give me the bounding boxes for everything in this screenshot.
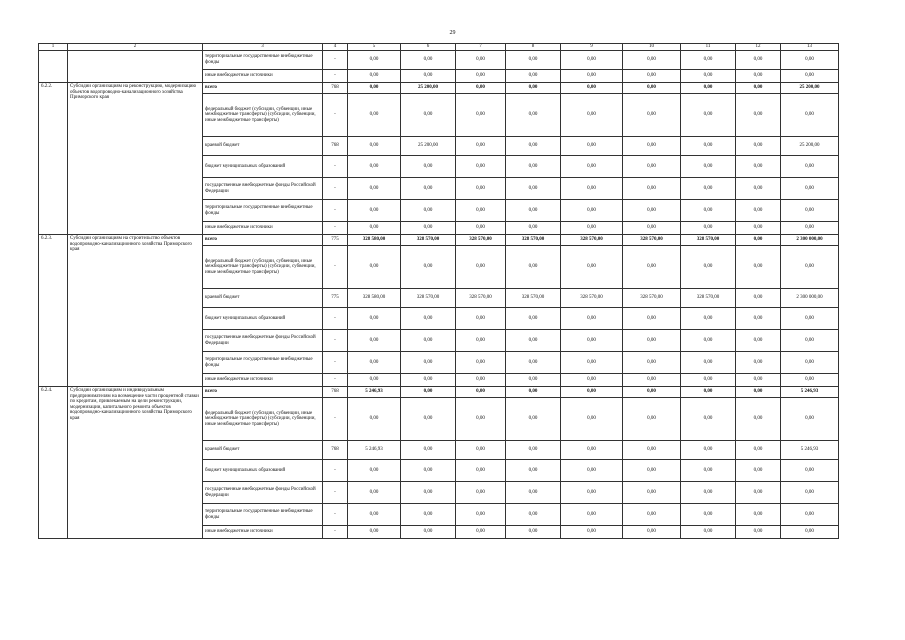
amount-cell: 0,00 (561, 178, 623, 200)
amount-cell: 0,00 (781, 246, 839, 289)
amount-cell: 0,00 (348, 246, 401, 289)
amount-cell: 0,00 (736, 398, 781, 441)
amount-cell: 5 246,93 (348, 441, 401, 460)
amount-cell: 0,00 (681, 70, 736, 83)
amount-cell: 0,00 (736, 526, 781, 539)
amount-cell: 0,00 (348, 156, 401, 178)
amount-cell: 0,00 (781, 482, 839, 504)
funding-source: территориальные государственные внебюджетные фонды (203, 352, 323, 374)
amount-cell: 0,00 (348, 94, 401, 137)
amount-cell: 0,00 (348, 308, 401, 330)
amount-cell: 5 246,93 (781, 387, 839, 398)
amount-cell: 0,00 (506, 330, 561, 352)
amount-cell: 0,00 (736, 460, 781, 482)
amount-cell: 328 570,00 (681, 235, 736, 246)
amount-cell: 0,00 (456, 222, 506, 235)
header-row (39, 44, 839, 51)
amount-cell: 0,00 (736, 504, 781, 526)
amount-cell: 0,00 (456, 70, 506, 83)
amount-cell: 0,00 (623, 222, 681, 235)
amount-cell: 0,00 (456, 308, 506, 330)
amount-cell: 0,00 (401, 94, 456, 137)
amount-cell: 0,00 (681, 504, 736, 526)
amount-cell: 0,00 (736, 235, 781, 246)
amount-cell: 0,00 (781, 308, 839, 330)
amount-cell: 0,00 (681, 83, 736, 94)
amount-cell: 0,00 (736, 222, 781, 235)
amount-cell: 328 570,00 (681, 289, 736, 308)
amount-cell: 0,00 (506, 246, 561, 289)
budget-code: 768 (323, 387, 348, 398)
amount-cell: 0,00 (781, 374, 839, 387)
item-number (39, 51, 68, 83)
amount-cell: 0,00 (681, 308, 736, 330)
amount-cell: 0,00 (401, 482, 456, 504)
amount-cell: 0,00 (506, 94, 561, 137)
budget-code: 775 (323, 235, 348, 246)
amount-cell: 0,00 (561, 246, 623, 289)
amount-cell: 0,00 (506, 504, 561, 526)
amount-cell: 0,00 (401, 460, 456, 482)
amount-cell: 0,00 (401, 200, 456, 222)
amount-cell: 328 570,00 (561, 289, 623, 308)
amount-cell: 0,00 (506, 51, 561, 70)
amount-cell: 0,00 (681, 137, 736, 156)
amount-cell: 0,00 (401, 441, 456, 460)
amount-cell: 0,00 (781, 51, 839, 70)
table-body (39, 44, 839, 539)
item-number: 6.2.4. (39, 387, 68, 539)
amount-cell: 0,00 (401, 352, 456, 374)
amount-cell: 0,00 (561, 308, 623, 330)
amount-cell: 0,00 (681, 460, 736, 482)
amount-cell: 0,00 (681, 156, 736, 178)
amount-cell: 0,00 (561, 460, 623, 482)
amount-cell: 0,00 (781, 70, 839, 83)
amount-cell: 0,00 (456, 246, 506, 289)
amount-cell: 0,00 (456, 330, 506, 352)
amount-cell: 0,00 (348, 137, 401, 156)
amount-cell: 0,00 (456, 94, 506, 137)
amount-cell: 0,00 (506, 352, 561, 374)
amount-cell: 0,00 (506, 156, 561, 178)
amount-cell: 0,00 (736, 387, 781, 398)
amount-cell: 0,00 (561, 137, 623, 156)
amount-cell: 0,00 (736, 246, 781, 289)
col-header-1: 1 (39, 44, 68, 51)
amount-cell: 0,00 (623, 352, 681, 374)
amount-cell: 0,00 (681, 94, 736, 137)
item-number: 6.2.3. (39, 235, 68, 387)
amount-cell: 0,00 (781, 504, 839, 526)
col-header-13: 13 (781, 44, 839, 51)
budget-code: - (323, 178, 348, 200)
amount-cell: 0,00 (681, 441, 736, 460)
amount-cell: 0,00 (561, 398, 623, 441)
amount-cell: 0,00 (736, 94, 781, 137)
amount-cell: 0,00 (348, 200, 401, 222)
amount-cell: 0,00 (456, 504, 506, 526)
amount-cell: 0,00 (456, 398, 506, 441)
funding-source: иные внебюджетные источники (203, 222, 323, 235)
budget-code: - (323, 246, 348, 289)
col-header-12: 12 (736, 44, 781, 51)
amount-cell: 328 570,00 (623, 289, 681, 308)
amount-cell: 0,00 (781, 222, 839, 235)
amount-cell: 0,00 (401, 504, 456, 526)
funding-source: бюджет муниципальных образований (203, 460, 323, 482)
budget-code: - (323, 460, 348, 482)
amount-cell: 0,00 (623, 246, 681, 289)
amount-cell: 0,00 (506, 387, 561, 398)
amount-cell: 328 570,00 (623, 235, 681, 246)
funding-source: всего (203, 387, 323, 398)
amount-cell: 0,00 (561, 374, 623, 387)
amount-cell: 0,00 (506, 308, 561, 330)
amount-cell: 0,00 (456, 460, 506, 482)
funding-source: краевой бюджет (203, 137, 323, 156)
amount-cell: 0,00 (456, 374, 506, 387)
amount-cell: 0,00 (623, 94, 681, 137)
amount-cell: 0,00 (456, 51, 506, 70)
amount-cell: 0,00 (456, 156, 506, 178)
amount-cell: 0,00 (506, 460, 561, 482)
amount-cell: 2 300 000,00 (781, 235, 839, 246)
amount-cell: 0,00 (623, 70, 681, 83)
amount-cell: 0,00 (781, 330, 839, 352)
amount-cell: 0,00 (456, 526, 506, 539)
amount-cell: 0,00 (561, 482, 623, 504)
amount-cell: 0,00 (506, 482, 561, 504)
amount-cell: 328 570,00 (506, 235, 561, 246)
budget-code: 768 (323, 83, 348, 94)
amount-cell: 0,00 (736, 156, 781, 178)
amount-cell: 0,00 (623, 51, 681, 70)
amount-cell: 0,00 (561, 352, 623, 374)
budget-code: - (323, 398, 348, 441)
amount-cell: 0,00 (736, 482, 781, 504)
amount-cell: 0,00 (736, 178, 781, 200)
amount-cell: 0,00 (623, 460, 681, 482)
amount-cell: 328 570,00 (401, 289, 456, 308)
col-header-6: 6 (401, 44, 456, 51)
budget-code: - (323, 330, 348, 352)
amount-cell: 0,00 (561, 387, 623, 398)
amount-cell: 0,00 (736, 51, 781, 70)
amount-cell: 328 580,00 (348, 235, 401, 246)
amount-cell: 0,00 (348, 83, 401, 94)
amount-cell: 0,00 (681, 387, 736, 398)
col-header-11: 11 (681, 44, 736, 51)
amount-cell: 0,00 (348, 70, 401, 83)
budget-code: - (323, 222, 348, 235)
budget-code: - (323, 352, 348, 374)
amount-cell: 0,00 (456, 352, 506, 374)
amount-cell: 0,00 (401, 222, 456, 235)
funding-source: федеральный бюджет (субсидии, субвенции, иные межбюджетные трансферты) (субсидии, субвенции, иные межбюджетные трансферты) (203, 246, 323, 289)
amount-cell: 0,00 (456, 137, 506, 156)
budget-code: - (323, 156, 348, 178)
amount-cell: 0,00 (506, 70, 561, 83)
amount-cell: 0,00 (401, 70, 456, 83)
amount-cell: 0,00 (506, 222, 561, 235)
amount-cell: 5 246,93 (348, 387, 401, 398)
item-number: 6.2.2. (39, 83, 68, 235)
amount-cell: 25 200,00 (781, 137, 839, 156)
amount-cell: 0,00 (623, 137, 681, 156)
budget-code: - (323, 70, 348, 83)
amount-cell: 0,00 (623, 526, 681, 539)
amount-cell: 2 300 000,00 (781, 289, 839, 308)
budget-code: 768 (323, 137, 348, 156)
funding-source: всего (203, 235, 323, 246)
budget-code: - (323, 526, 348, 539)
amount-cell: 0,00 (561, 441, 623, 460)
item-name: Субсидии организациям на строительство объектов водопроводно-канализационного хозяйства Приморского края (68, 235, 203, 387)
amount-cell: 0,00 (736, 352, 781, 374)
amount-cell: 0,00 (681, 330, 736, 352)
amount-cell: 0,00 (781, 178, 839, 200)
amount-cell: 0,00 (681, 51, 736, 70)
amount-cell: 0,00 (623, 398, 681, 441)
amount-cell: 0,00 (456, 441, 506, 460)
amount-cell: 0,00 (781, 460, 839, 482)
amount-cell: 0,00 (348, 374, 401, 387)
amount-cell: 0,00 (681, 374, 736, 387)
amount-cell: 0,00 (348, 482, 401, 504)
funding-source: бюджет муниципальных образований (203, 308, 323, 330)
table-row (39, 387, 839, 398)
table-row (39, 235, 839, 246)
budget-code: 775 (323, 289, 348, 308)
amount-cell: 0,00 (401, 51, 456, 70)
amount-cell: 0,00 (736, 330, 781, 352)
amount-cell: 25 200,00 (781, 83, 839, 94)
amount-cell: 0,00 (401, 330, 456, 352)
amount-cell: 328 570,00 (456, 289, 506, 308)
amount-cell: 0,00 (781, 156, 839, 178)
amount-cell: 0,00 (561, 504, 623, 526)
amount-cell: 0,00 (561, 94, 623, 137)
amount-cell: 0,00 (401, 398, 456, 441)
amount-cell: 0,00 (561, 200, 623, 222)
amount-cell: 0,00 (401, 387, 456, 398)
amount-cell: 0,00 (348, 51, 401, 70)
amount-cell: 0,00 (623, 441, 681, 460)
amount-cell: 0,00 (348, 526, 401, 539)
budget-code: 768 (323, 441, 348, 460)
amount-cell: 328 570,00 (401, 235, 456, 246)
budget-code: - (323, 504, 348, 526)
amount-cell: 0,00 (681, 200, 736, 222)
amount-cell: 0,00 (348, 504, 401, 526)
amount-cell: 0,00 (623, 156, 681, 178)
amount-cell: 0,00 (623, 83, 681, 94)
amount-cell: 0,00 (506, 526, 561, 539)
amount-cell: 0,00 (561, 70, 623, 83)
col-header-10: 10 (623, 44, 681, 51)
amount-cell: 0,00 (561, 156, 623, 178)
amount-cell: 0,00 (506, 398, 561, 441)
amount-cell: 0,00 (736, 83, 781, 94)
amount-cell: 0,00 (736, 137, 781, 156)
funding-source: федеральный бюджет (субсидии, субвенции, иные межбюджетные трансферты) (субсидии, субвенции, иные межбюджетные трансферты) (203, 94, 323, 137)
amount-cell: 0,00 (456, 178, 506, 200)
col-header-2: 2 (68, 44, 203, 51)
table-row (39, 83, 839, 94)
funding-source: территориальные государственные внебюджетные фонды (203, 51, 323, 70)
funding-source: государственные внебюджетные фонды Российской Федерации (203, 482, 323, 504)
amount-cell: 5 246,93 (781, 441, 839, 460)
amount-cell: 0,00 (623, 482, 681, 504)
amount-cell: 0,00 (561, 526, 623, 539)
amount-cell: 0,00 (561, 222, 623, 235)
col-header-7: 7 (456, 44, 506, 51)
amount-cell: 0,00 (681, 482, 736, 504)
funding-source: федеральный бюджет (субсидии, субвенции, иные межбюджетные трансферты) (субсидии, субвенции, иные межбюджетные трансферты) (203, 398, 323, 441)
amount-cell: 0,00 (348, 460, 401, 482)
funding-source: всего (203, 83, 323, 94)
amount-cell: 0,00 (736, 289, 781, 308)
amount-cell: 0,00 (623, 308, 681, 330)
amount-cell: 0,00 (348, 222, 401, 235)
amount-cell: 0,00 (781, 526, 839, 539)
amount-cell: 0,00 (736, 441, 781, 460)
col-header-4: 4 (323, 44, 348, 51)
funding-source: иные внебюджетные источники (203, 526, 323, 539)
amount-cell: 0,00 (401, 526, 456, 539)
amount-cell: 328 570,00 (561, 235, 623, 246)
amount-cell: 0,00 (506, 441, 561, 460)
col-header-3: 3 (203, 44, 323, 51)
funding-source: краевой бюджет (203, 289, 323, 308)
funding-source: бюджет муниципальных образований (203, 156, 323, 178)
budget-code: - (323, 308, 348, 330)
amount-cell: 0,00 (736, 70, 781, 83)
amount-cell: 0,00 (401, 156, 456, 178)
budget-code: - (323, 51, 348, 70)
amount-cell: 0,00 (348, 178, 401, 200)
item-name (68, 51, 203, 83)
item-name: Субсидии организациям и индивидуальным предпринимателям на возмещение части процентной ставки по кредитам, привлекаемым на цели реконструкции, модернизации, капитального ремонта объектов водопроводно-канализационного хозяйства Приморского края (68, 387, 203, 539)
amount-cell: 0,00 (456, 482, 506, 504)
funding-source: иные внебюджетные источники (203, 70, 323, 83)
amount-cell: 0,00 (623, 387, 681, 398)
amount-cell: 0,00 (781, 352, 839, 374)
amount-cell: 0,00 (401, 308, 456, 330)
amount-cell: 0,00 (781, 398, 839, 441)
budget-code: - (323, 200, 348, 222)
funding-source: территориальные государственные внебюджетные фонды (203, 504, 323, 526)
amount-cell: 0,00 (681, 222, 736, 235)
amount-cell: 0,00 (561, 83, 623, 94)
amount-cell: 0,00 (506, 178, 561, 200)
amount-cell: 0,00 (736, 200, 781, 222)
amount-cell: 0,00 (401, 178, 456, 200)
amount-cell: 0,00 (456, 200, 506, 222)
amount-cell: 0,00 (348, 352, 401, 374)
amount-cell: 328 570,00 (456, 235, 506, 246)
amount-cell: 25 200,00 (401, 83, 456, 94)
amount-cell: 0,00 (681, 178, 736, 200)
amount-cell: 328 570,00 (506, 289, 561, 308)
amount-cell: 0,00 (456, 387, 506, 398)
table-row (39, 51, 839, 70)
budget-code: - (323, 482, 348, 504)
budget-code: - (323, 94, 348, 137)
amount-cell: 0,00 (623, 200, 681, 222)
col-header-9: 9 (561, 44, 623, 51)
amount-cell: 0,00 (623, 504, 681, 526)
page-number: 29 (449, 30, 456, 36)
funding-source: государственные внебюджетные фонды Российской Федерации (203, 330, 323, 352)
amount-cell: 0,00 (781, 200, 839, 222)
funding-source: государственные внебюджетные фонды Российской Федерации (203, 178, 323, 200)
amount-cell: 0,00 (348, 398, 401, 441)
funding-source: территориальные государственные внебюджетные фонды (203, 200, 323, 222)
amount-cell: 0,00 (681, 526, 736, 539)
amount-cell: 0,00 (623, 374, 681, 387)
col-header-5: 5 (348, 44, 401, 51)
budget-table (38, 43, 839, 539)
amount-cell: 0,00 (348, 330, 401, 352)
amount-cell: 0,00 (681, 398, 736, 441)
amount-cell: 328 580,00 (348, 289, 401, 308)
amount-cell: 0,00 (401, 374, 456, 387)
amount-cell: 0,00 (506, 200, 561, 222)
amount-cell: 0,00 (506, 374, 561, 387)
amount-cell: 0,00 (681, 246, 736, 289)
amount-cell: 0,00 (506, 137, 561, 156)
item-name: Субсидии организациям на реконструкцию, модернизацию объектов водопроводно-канализационного хозяйства Приморского края (68, 83, 203, 235)
funding-source: иные внебюджетные источники (203, 374, 323, 387)
amount-cell: 0,00 (401, 246, 456, 289)
funding-source: краевой бюджет (203, 441, 323, 460)
amount-cell: 0,00 (506, 83, 561, 94)
amount-cell: 0,00 (561, 330, 623, 352)
amount-cell: 0,00 (736, 374, 781, 387)
amount-cell: 0,00 (561, 51, 623, 70)
amount-cell: 0,00 (681, 352, 736, 374)
amount-cell: 25 200,00 (401, 137, 456, 156)
amount-cell: 0,00 (456, 83, 506, 94)
budget-code: - (323, 374, 348, 387)
amount-cell: 0,00 (736, 308, 781, 330)
amount-cell: 0,00 (781, 94, 839, 137)
amount-cell: 0,00 (623, 178, 681, 200)
col-header-8: 8 (506, 44, 561, 51)
amount-cell: 0,00 (623, 330, 681, 352)
